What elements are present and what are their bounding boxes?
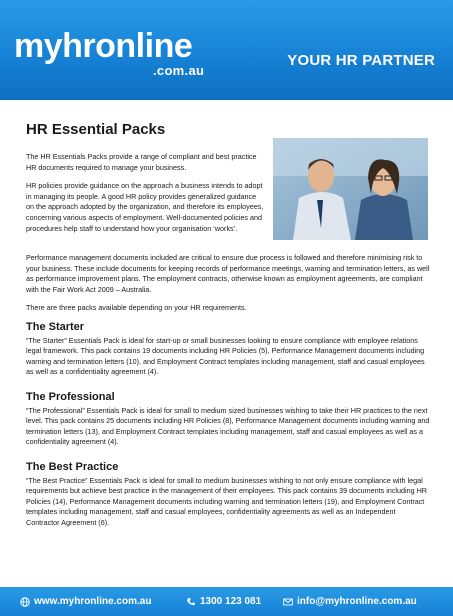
body-paragraph: There are three packs available depending on your HR requirements. xyxy=(26,303,247,313)
photo-illustration xyxy=(273,138,428,240)
header-banner xyxy=(0,0,453,100)
footer-website[interactable] xyxy=(20,596,151,607)
main-body xyxy=(26,253,430,536)
section-text-best-practice: “The Best Practice” Essentials Pack is ideal for small to medium businesses wishing to not only ensure compliance with legal requirements but achieve best practice in the management of their employees. This pack contains 39 documents including HR Policies (14), Performance Management documents including warning and termination letters (19), and Employment Contract templates including management, staff and casual employees, confidentiality agreements as well as an Independent Contractor Agreement (6). xyxy=(26,475,427,527)
logo-sub-text: .com.au xyxy=(153,63,205,78)
globe-icon xyxy=(20,597,30,607)
body-paragraph: Performance management documents included are critical to ensure due process is followed and therefore minimising risk to your business. These include documents for keeping records of performance meetings, warning and termination letters, as well as performance improvement plans. The employment contracts, otherwise known as employment agreements, are compliant with the Fair Work Act 2009 – Australia. xyxy=(26,253,430,294)
section-text-starter: “The Starter” Essentials Pack is ideal for start-up or small businesses looking to ensure compliance with employee relations legal framework. This pack contains 19 documents including HR Policies (5), Performance Management documents including warning and termination letters (10), and Employment Contract templates including management, staff and casual employees as well as a confidentiality agreement (4). xyxy=(26,335,425,377)
intro-paragraph: The HR Essentials Packs provide a range of compliant and best practice HR documents required to manage your business. xyxy=(26,152,257,172)
footer-phone[interactable] xyxy=(186,596,261,607)
phone-text: 1300 123 081 xyxy=(200,596,262,607)
section-title-professional: The Professional xyxy=(26,390,115,403)
email-text: info@myhronline.com.au xyxy=(297,596,417,607)
section-title-best-practice: The Best Practice xyxy=(26,460,119,473)
section-title-starter: The Starter xyxy=(26,320,85,333)
intro-section xyxy=(26,152,266,242)
intro-paragraph: HR policies provide guidance on the approach a business intends to adopt in managing its people. A good HR policy provides generalized guidance on the approach adopted by the organization, and therefore its employees, concerning various aspects of employment. Well-documented policies and procedures help staff to understand how your organisation ‘works’. xyxy=(26,181,264,233)
footer-bar xyxy=(0,587,453,616)
business-people-photo xyxy=(273,138,428,240)
website-text: www.myhronline.com.au xyxy=(34,596,152,607)
page-title: HR Essential Packs xyxy=(26,121,166,138)
section-text-professional: “The Professional” Essentials Pack is ideal for small to medium sized businesses wishing to take their HR practices to the next level. This pack contains 25 documents including HR Policies (8), Performance Management documents including warning and termination letters (13), and Employment Contract templates including management, staff and casual employees as well as a confidentiality agreement (4). xyxy=(26,405,430,447)
footer-email[interactable] xyxy=(283,596,417,607)
phone-icon xyxy=(186,597,196,607)
logo-main-text: myhronline xyxy=(14,27,193,65)
envelope-icon xyxy=(283,597,293,607)
logo xyxy=(14,29,192,63)
tagline: YOUR HR PARTNER xyxy=(287,52,435,69)
